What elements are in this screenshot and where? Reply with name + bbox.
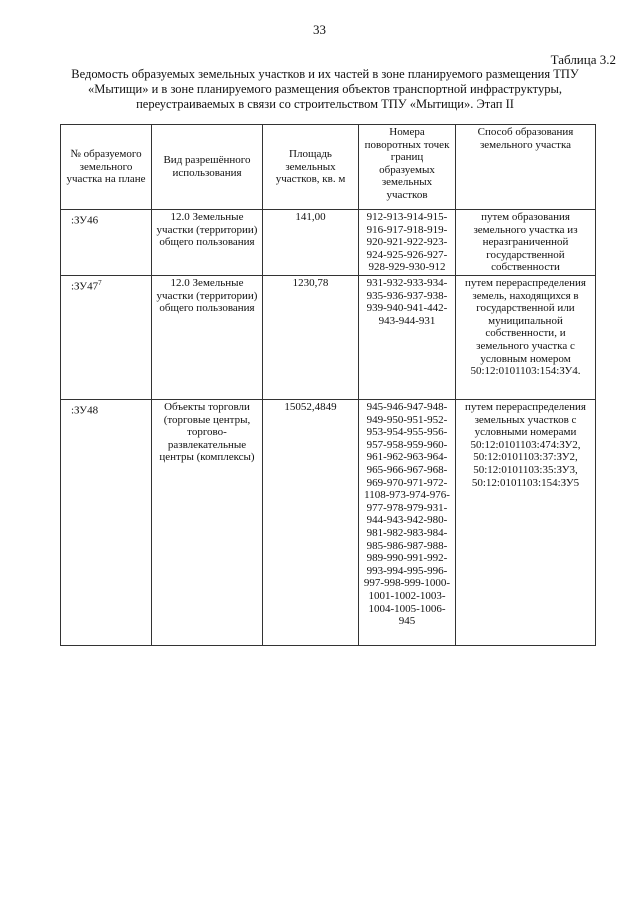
cell-permitted-use: 12.0 Земельные участки (территории) общего пользования [152, 210, 263, 276]
cell-formation-method: путем перераспределения земельных участков с условными номерами 50:12:0101103:474:ЗУ2, 50:12:0101103:37:ЗУ2, 50:12:0101103:35:ЗУ3, 50:12:0101103:154:ЗУ5 [456, 400, 596, 646]
header-formation-method: Способ образования земельного участка [456, 125, 596, 210]
cell-boundary-points: 945-946-947-948-949-950-951-952-953-954-955-956-957-958-959-960-961-962-963-964-965-966-967-968-969-970-971-972-1108-973-974-976-977-978-979-931-944-943-942-980-981-982-983-984-985-986-987-988-989-990-991-992-993-994-995-996-997-998-999-1000-1001-1002-1003-1004-1005-1006-945 [359, 400, 456, 646]
cell-plot-number: :ЗУ46 [61, 210, 152, 276]
header-boundary-points: Номера поворотных точек границ образуемых земельных участков [359, 125, 456, 210]
cell-plot-number: $:ЗУ47^7$ [61, 276, 152, 400]
page-number: 33 [313, 22, 326, 37]
cell-area: 141,00 [263, 210, 359, 276]
cell-permitted-use: 12.0 Земельные участки (территории) общего пользования [152, 276, 263, 400]
land-plots-table [60, 124, 596, 646]
table-label: Таблица 3.2 [550, 52, 616, 67]
document-title: Ведомость образуемых земельных участков и их частей в зоне планируемого размещения ТПУ «Мытищи» и в зоне планируемого размещения объектов транспортной инфраструктуры, переустраиваемых в связи со строительством ТПУ «Мытищи». Этап II [71, 67, 579, 111]
cell-area: 1230,78 [263, 276, 359, 400]
cell-formation-method: путем перераспределения земель, находящихся в государственной или муниципальной собственности, и земельного участка с условным номером 50:12:0101103:154:ЗУ4. [456, 276, 596, 400]
cell-formation-method: путем образования земельного участка из неразграниченной государственной собственности [456, 210, 596, 276]
cell-boundary-points: 912-913-914-915-916-917-918-919-920-921-922-923-924-925-926-927-928-929-930-912 [359, 210, 456, 276]
table-row [61, 210, 596, 276]
header-area: Площадь земельных участков, кв. м [263, 125, 359, 210]
table-row [61, 400, 596, 646]
cell-permitted-use: Объекты торговли (торговые центры, торгово-развлекательные центры (комплексы) [152, 400, 263, 646]
table-row [61, 276, 596, 400]
cell-boundary-points: 931-932-933-934-935-936-937-938-939-940-941-442-943-944-931 [359, 276, 456, 400]
table-header-row [61, 125, 596, 210]
header-plot-number: № образуемого земельного участка на плане [61, 125, 152, 210]
header-permitted-use: Вид разрешённого использования [152, 125, 263, 210]
cell-plot-number: :ЗУ48 [61, 400, 152, 646]
cell-area: 15052,4849 [263, 400, 359, 646]
